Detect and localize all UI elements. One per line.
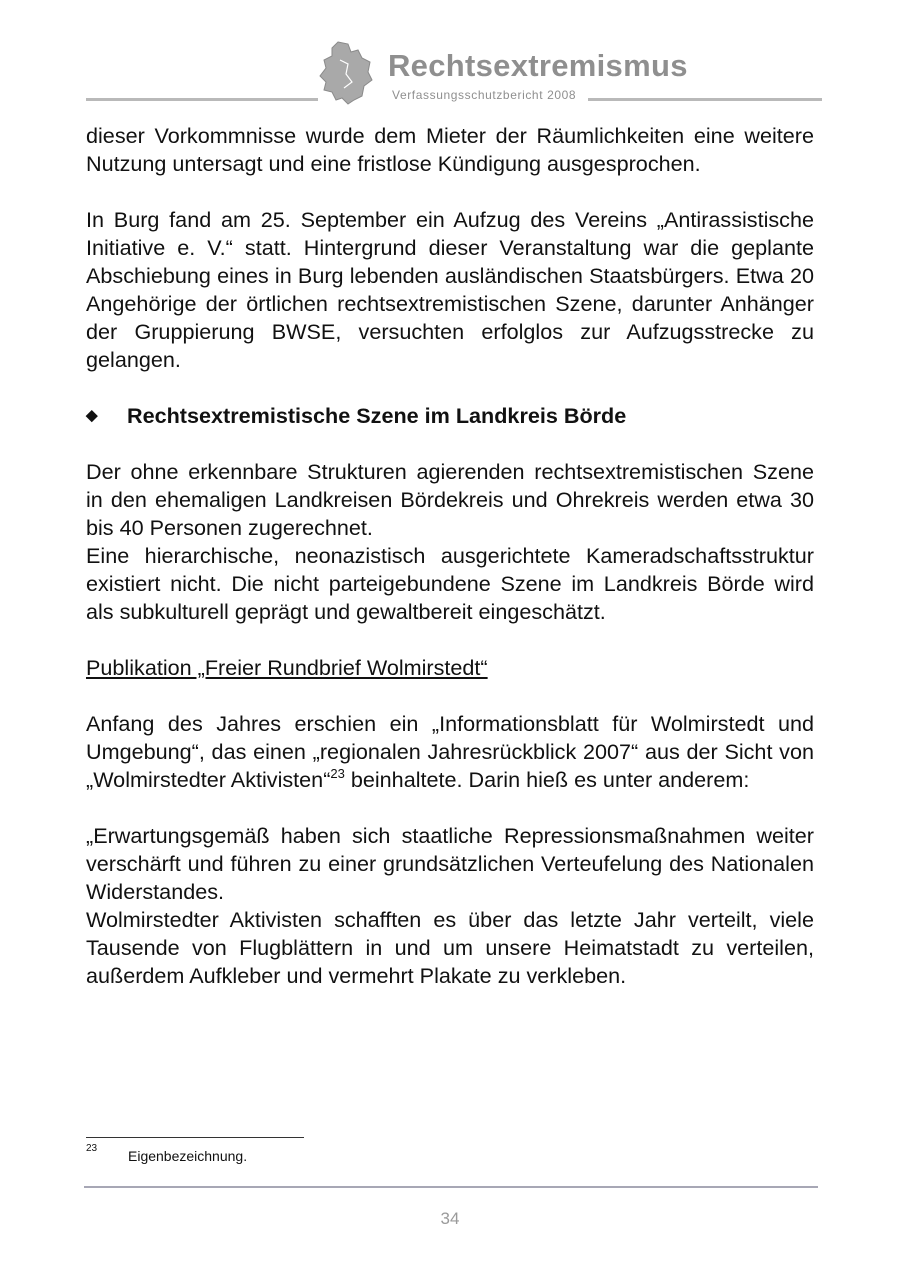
page-number: 34 [440, 1209, 460, 1228]
paragraph-text-before: Anfang des Jahres erschien ein „Informationsblatt für Wolmirstedt und Umgebung“, das einen „regionalen Jahresrückblick 2007“ aus der Sicht von „Wolmirstedter Aktivisten“ [86, 711, 814, 792]
header-rule-left [86, 98, 318, 101]
paragraph-informationsblatt [86, 710, 814, 794]
saxony-anhalt-map-icon [318, 40, 374, 106]
quote-repression: „Erwartungsgemäß haben sich staatliche Repressionsmaßnahmen weiter verschärft und führen zu einer grundsätzlichen Verteufelung des Nationalen Widerstandes. [86, 823, 814, 904]
diamond-bullet-icon: ◆ [86, 407, 98, 424]
paragraph-text-after: beinhaltete. Darin hieß es unter anderem: [344, 767, 750, 792]
subheading-publikation: Publikation „Freier Rundbrief Wolmirstedt“ [86, 655, 488, 680]
paragraph-burg-aufzug: In Burg fand am 25. September ein Aufzug des Vereins „Antirassistische Initiative e. V.“ statt. Hintergrund dieser Veranstaltung war die geplante Abschiebung eines in Burg lebenden ausländischen Staatsbürgers. Etwa 20 Angehörige der örtlichen rechtsextremistischen Szene, darunter Anhänger der Gruppierung BWSE, versuchten erfolglos zur Aufzugsstrecke zu gelangen. [86, 207, 814, 372]
header-title: Rechtsextremismus [388, 48, 688, 83]
page-header [0, 0, 900, 110]
paragraph-vorkommnisse: dieser Vorkommnisse wurde dem Mieter der Räumlichkeiten eine weitere Nutzung untersagt und eine fristlose Kündigung ausgesprochen. [86, 123, 814, 176]
paragraph-kameradschaft: Eine hierarchische, neonazistisch ausgerichtete Kameradschaftsstruktur existiert nicht. Die nicht parteigebundene Szene im Landkreis Börde wird als subkulturell geprägt und gewaltbereit eingeschätzt. [86, 543, 814, 624]
footnote-rule [86, 1137, 304, 1138]
page-content [86, 122, 814, 990]
header-subtitle: Verfassungsschutzbericht 2008 [392, 88, 577, 102]
header-rule-right [588, 98, 822, 101]
paragraph-szene-personen: Der ohne erkennbare Strukturen agierenden rechtsextremistischen Szene in den ehemaligen Landkreisen Bördekreis und Ohrekreis werden etwa 30 bis 40 Personen zugerechnet. [86, 459, 814, 540]
section-heading-text: Rechtsextremistische Szene im Landkreis Börde [127, 403, 627, 428]
footnote-reference[interactable]: 23 [330, 766, 345, 781]
footnote-number: 23 [86, 1143, 98, 1154]
footnote-text: Eigenbezeichnung. [128, 1148, 248, 1164]
footer-rule [84, 1186, 818, 1188]
section-heading-boerde [86, 402, 814, 430]
quote-flugblaetter: Wolmirstedter Aktivisten schafften es über das letzte Jahr verteilt, viele Tausende von Flugblättern in und um unsere Heimatstadt zu verteilen, außerdem Aufkleber und vermehrt Plakate zu verkleben. [86, 907, 814, 988]
